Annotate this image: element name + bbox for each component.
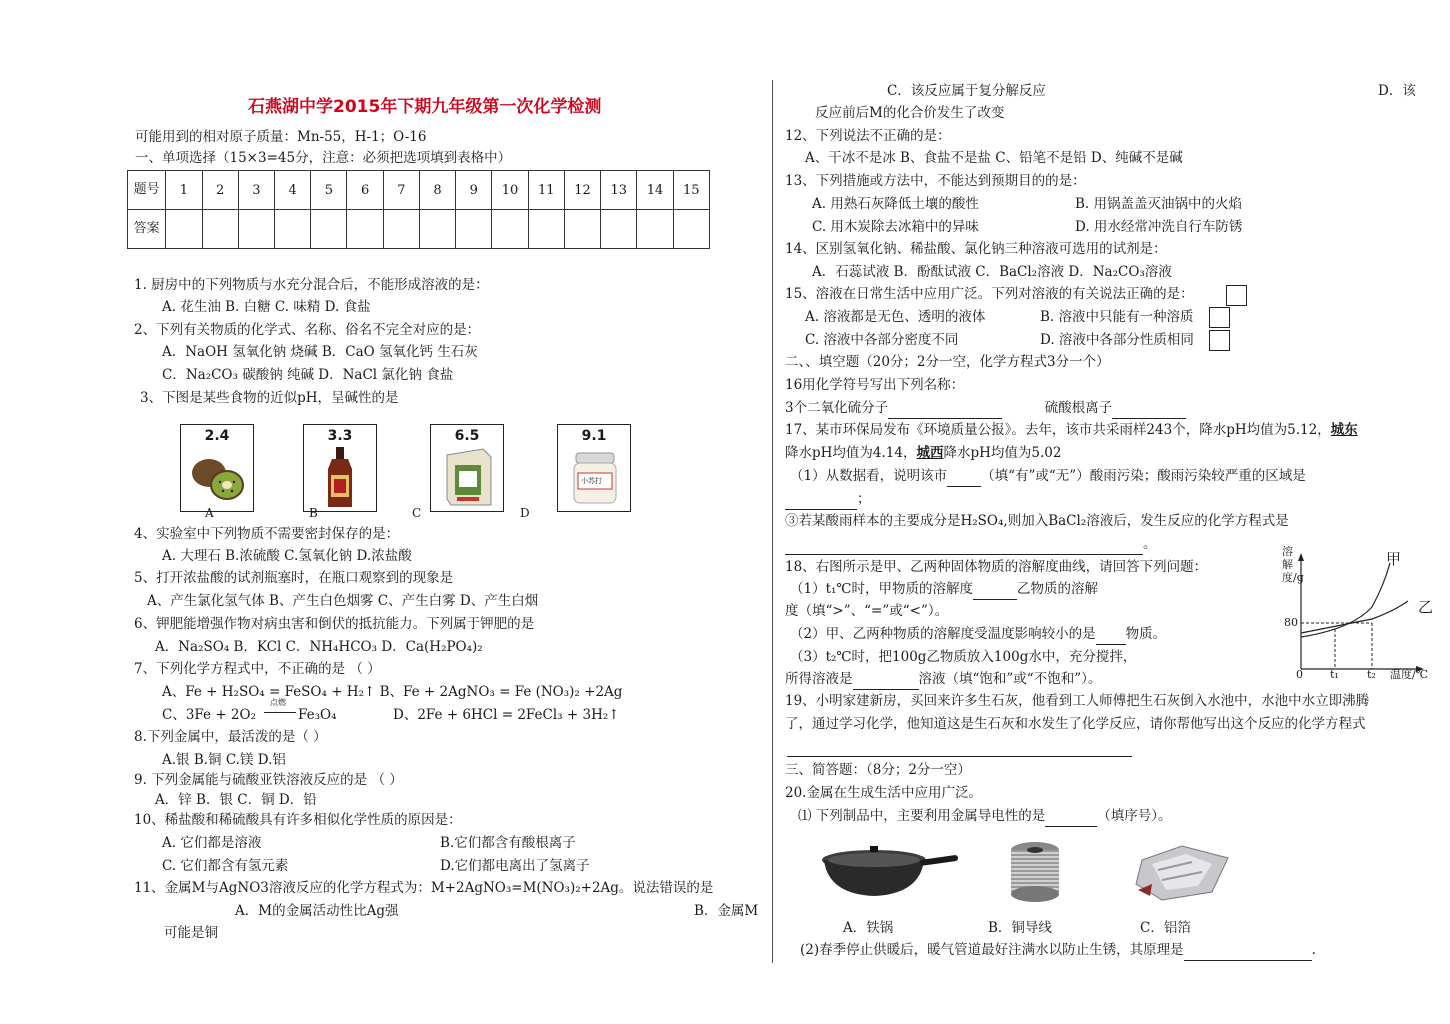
question-17-text: 降水pH均值为5.02	[943, 445, 1062, 461]
question-15-option-a: A. 溶液都是无色、透明的液体	[805, 309, 986, 325]
q-number-cell: 7	[383, 171, 419, 210]
question-18: 18、右图所示是甲、乙两种固体物质的溶解度曲线，请回答下列问题：	[785, 559, 1208, 575]
question-17-line-2	[785, 443, 1061, 463]
question-11: 11、金属M与AgNO3溶液反应的化学方程式为：M+2AgNO₃=M(NO₃)₂+2Ag。说法错误的是	[134, 880, 714, 896]
punctuation: .	[1311, 942, 1316, 958]
question-10: 10、稀盐酸和稀硫酸具有许多相似化学性质的原因是：	[134, 812, 462, 828]
reaction-arrow	[264, 712, 296, 713]
answer-cell[interactable]	[637, 210, 673, 249]
food-label-c: C	[412, 506, 422, 520]
question-13-option-c: C. 用木炭除去冰箱中的异味	[812, 219, 979, 235]
food-card-c	[430, 424, 504, 512]
emphasis-chengdong: 城东	[1330, 422, 1358, 438]
row-head-answer: 答案	[128, 210, 166, 249]
question-10-option-b: B.它们都含有酸根离子	[440, 835, 576, 851]
answer-cell[interactable]	[311, 210, 347, 249]
answer-table-answer-row	[128, 210, 710, 249]
question-17-part-3-end	[785, 534, 1157, 555]
q-number-cell: 15	[673, 171, 709, 210]
series-label-yi: 乙	[1418, 598, 1434, 616]
question-20-part-1-text-b: （填序号）。	[1097, 808, 1172, 824]
question-10-option-c: C. 它们都含有氢元素	[162, 858, 289, 874]
q-number-cell: 8	[419, 171, 455, 210]
question-17-part-1	[790, 466, 1306, 487]
q-number-cell: 5	[311, 171, 347, 210]
answer-cell[interactable]	[383, 210, 419, 249]
question-16-a-label: 3个二氧化硫分子	[785, 400, 889, 416]
question-15-option-c: C. 溶液中各部分密度不同	[805, 332, 959, 348]
ph-value: 3.3	[327, 428, 353, 444]
section-2-heading: 二、、填空题（20分；2分一空，化学方程式3分一个）	[785, 354, 1110, 370]
question-7-option-c-product: Fe₃O₄	[298, 707, 337, 723]
checkbox[interactable]	[1209, 330, 1230, 351]
question-17-text: 17、某市环保局发布《环境质量公报》。去年，该市共采雨样243个，降水pH均值为5.12，	[785, 422, 1331, 438]
vinegar-bottle-icon	[322, 447, 358, 509]
solubility-graph	[1272, 545, 1432, 689]
question-13: 13、下列措施或方法中，不能达到预期目的的是：	[785, 173, 1086, 189]
q-number-cell: 10	[492, 171, 528, 210]
question-18-part-1-cont: 度（填“>”、“=”或“<”）。	[785, 603, 949, 619]
reaction-condition: 点燃	[270, 698, 286, 707]
checkbox[interactable]	[1209, 307, 1230, 328]
answer-blank[interactable]	[785, 489, 857, 510]
question-6: 6、钾肥能增强作物对病虫害和倒伏的抵抗能力。下列属于钾肥的是	[134, 616, 535, 632]
question-18-part-2	[790, 624, 1166, 645]
answer-cell[interactable]	[601, 210, 637, 249]
answer-cell[interactable]	[528, 210, 564, 249]
t1-label: t₁	[1330, 668, 1339, 681]
q-number-cell: 1	[166, 171, 202, 210]
question-18-part-1	[790, 579, 1098, 600]
answer-cell[interactable]	[564, 210, 600, 249]
question-19-line-1: 19、小明家建新房，买回来许多生石灰，他看到工人师傅把生石灰倒入水池中，水池中水立即沸腾	[785, 693, 1370, 709]
answer-blank[interactable]	[853, 669, 919, 690]
question-20: 20.金属在生成生活中应用广泛。	[785, 785, 982, 801]
emphasis-chengxi: 城西	[916, 445, 944, 461]
ph-value: 9.1	[581, 428, 607, 444]
answer-blank[interactable]	[947, 466, 981, 487]
answer-cell[interactable]	[202, 210, 238, 249]
curve-jia	[1301, 563, 1390, 637]
question-5: 5、打开浓盐酸的试剂瓶塞时，在瓶口观察到的现象是	[134, 570, 454, 586]
question-8-options: A.银 B.铜 C.镁 D.铝	[162, 752, 286, 768]
question-18-part-2-text-b: 物质。	[1125, 626, 1167, 642]
question-7-option-ab: A、Fe + H₂SO₄ = FeSO₄ + H₂↑ B、Fe + 2AgNO₃ = Fe (NO₃)₂ +2Ag	[162, 684, 623, 700]
food-card-d	[557, 424, 631, 512]
punctuation: 。	[1143, 536, 1157, 552]
question-4: 4、实验室中下列物质不需要密封保存的是：	[134, 526, 400, 542]
q-number-cell: 14	[637, 171, 673, 210]
question-2-option-cd: C．Na₂CO₃ 碳酸钠 纯碱 D．NaCl 氯化钠 食盐	[162, 367, 454, 383]
question-7-option-d: D、2Fe + 6HCl = 2FeCl₃ + 3H₂↑	[393, 707, 620, 723]
question-3: 3、下图是某些食物的近似pH，呈碱性的是	[140, 390, 399, 406]
question-13-option-a: A. 用熟石灰降低土壤的酸性	[812, 196, 979, 212]
question-10-option-a: A. 它们都是溶液	[162, 835, 262, 851]
question-11-option-a: A．M的金属活动性比Ag强	[235, 903, 399, 919]
jar-label: 小苏打	[581, 477, 602, 485]
ph-value: 6.5	[454, 428, 480, 444]
answer-blank[interactable]	[787, 756, 1132, 757]
question-18-part-1-text-b: 乙物质的溶解	[1017, 581, 1099, 597]
answer-blank[interactable]	[888, 398, 1002, 419]
product-label-c: C．铝箔	[1140, 920, 1191, 936]
series-label-jia: 甲	[1386, 550, 1402, 568]
question-18-part-2-text: （2）甲、乙两种物质的溶解度受温度影响较小的是	[790, 626, 1096, 642]
question-18-part-1-text: （1）t₁℃时，甲物质的溶解度	[790, 581, 974, 597]
question-20-part-1	[798, 806, 1172, 827]
question-1: 1. 厨房中的下列物质与水充分混合后，不能形成溶液的是：	[134, 277, 489, 293]
question-11-option-b-cont: 可能是铜	[164, 925, 218, 941]
question-18-part-3-text-b: 溶液（填“饱和”或“不饱和”）。	[918, 671, 1102, 687]
answer-blank[interactable]	[785, 534, 1143, 555]
question-17-part-1-text: （1）从数据看，说明该市	[790, 468, 948, 484]
punctuation: ；	[857, 491, 871, 507]
food-card-a	[180, 424, 254, 512]
question-20-part-2-text: (2)春季停止供暖后，暖气管道最好注满水以防止生锈，其原理是	[800, 942, 1184, 958]
q-number-cell: 12	[564, 171, 600, 210]
question-8: 8.下列金属中，最活泼的是（ ）	[134, 729, 327, 745]
answer-cell[interactable]	[492, 210, 528, 249]
question-16-blanks	[785, 398, 1186, 419]
question-14: 14、区别氢氧化钠、稀盐酸、氯化钠三种溶液可选用的试剂是：	[785, 241, 1167, 257]
question-17-part-1-text-b: （填“有”或“无”）酸雨污染；酸雨污染较严重的区域是	[981, 468, 1306, 484]
checkbox[interactable]	[1226, 285, 1247, 306]
origin-label: 0	[1296, 668, 1303, 681]
section-3-heading: 三、简答题：（8分；2分一空）	[785, 762, 971, 778]
answer-cell[interactable]	[238, 210, 274, 249]
answer-cell[interactable]	[673, 210, 709, 249]
product-label-b: B．铜导线	[988, 920, 1052, 936]
question-13-option-b: B. 用锅盖盖灭油锅中的火焰	[1075, 196, 1243, 212]
answer-cell[interactable]	[166, 210, 202, 249]
question-18-part-3: （3）t₂℃时，把100g乙物质放入100g水中，充分搅拌，	[790, 649, 1137, 665]
page-title: 石燕湖中学2015年下期九年级第一次化学检测	[248, 97, 602, 117]
question-9: 9. 下列金属能与硫酸亚铁溶液反应的是 （ ）	[134, 772, 403, 788]
answer-table	[127, 170, 710, 249]
food-card-b	[303, 424, 377, 512]
question-15-option-d: D. 溶液中各部分性质相同	[1040, 332, 1194, 348]
answer-cell[interactable]	[347, 210, 383, 249]
column-divider	[772, 80, 773, 963]
question-2-option-ab: A．NaOH 氢氧化钠 烧碱 B．CaO 氢氧化钙 生石灰	[162, 344, 478, 360]
question-17-part-1-end	[785, 489, 871, 510]
answer-blank[interactable]	[973, 579, 1017, 600]
product-label-a: A．铁锅	[843, 920, 894, 936]
q-number-cell: 4	[275, 171, 311, 210]
question-4-options: A. 大理石 B.浓硫酸 C.氢氧化钠 D.浓盐酸	[162, 548, 412, 564]
wok-icon	[820, 838, 960, 908]
question-19-line-2: 了，通过学习化学，他知道这是生石灰和水发生了化学反应，请你帮他写出这个反应的化学方程式	[785, 716, 1366, 732]
answer-blank[interactable]	[1112, 398, 1186, 419]
milk-carton-icon	[443, 447, 493, 507]
kiwi-icon	[187, 449, 247, 505]
foil-icon	[1132, 840, 1232, 904]
q-number-cell: 2	[202, 171, 238, 210]
answer-cell[interactable]	[456, 210, 492, 249]
question-15: 15、溶液在日常生活中应用广泛。下列对溶液的有关说法正确的是：	[785, 286, 1194, 302]
answer-cell[interactable]	[275, 210, 311, 249]
question-7: 7、下列化学方程式中，不正确的是 （ ）	[134, 661, 381, 677]
q-number-cell: 13	[601, 171, 637, 210]
q-number-cell: 11	[528, 171, 564, 210]
answer-blank[interactable]	[1184, 940, 1312, 961]
question-20-part-2	[800, 940, 1316, 961]
section-1-heading: 一、单项选择（15×3=45分，注意：必须把选项填到表格中）	[135, 150, 512, 166]
question-11-option-d: D．该	[1378, 83, 1416, 99]
x-axis-label: 温度/℃	[1390, 668, 1429, 681]
question-17-part-3: ③若某酸雨样本的主要成分是H₂SO₄,则加入BaCl₂溶液后，发生反应的化学方程式是	[785, 513, 1289, 529]
question-11-option-c: C．该反应属于复分解反应	[887, 83, 1046, 99]
food-label-d: D	[520, 506, 530, 520]
question-16-b-label: 硫酸根离子	[1044, 400, 1113, 416]
answer-cell[interactable]	[419, 210, 455, 249]
question-6-options: A．Na₂SO₄ B．KCl C．NH₄HCO₃ D．Ca(H₂PO₄)₂	[155, 639, 483, 655]
question-15-option-b: B. 溶液中只能有一种溶质	[1040, 309, 1194, 325]
question-11-option-d-cont: 反应前后M的化合价发生了改变	[815, 105, 1005, 121]
atomic-mass-note: 可能用到的相对原子质量：Mn-55，H-1；O-16	[135, 129, 427, 145]
t2-label: t₂	[1367, 668, 1376, 681]
wire-spool-icon	[1005, 840, 1065, 904]
question-7-option-c: C、3Fe + 2O₂	[162, 707, 256, 723]
answer-blank[interactable]	[1096, 624, 1126, 645]
question-10-option-d: D.它们都电离出了氢离子	[440, 858, 590, 874]
food-label-b: B	[309, 506, 318, 520]
question-20-part-1-text: ⑴ 下列制品中，主要利用金属导电性的是	[798, 808, 1046, 824]
question-9-options: A．锌 B．银 C．铜 D．铅	[155, 792, 317, 808]
question-17-line-1	[785, 420, 1358, 440]
y-tick-label: 80	[1284, 616, 1298, 629]
question-2: 2、下列有关物质的化学式、名称、俗名不完全对应的是：	[134, 322, 481, 338]
question-16: 16用化学符号写出下列名称：	[785, 377, 965, 393]
food-label-a: A	[205, 506, 214, 520]
question-1-options: A. 花生油 B. 白糖 C. 味精 D. 食盐	[162, 299, 371, 315]
question-12-options: A、干冰不是冰 B、食盐不是盐 C、铅笔不是铅 D、纯碱不是碱	[805, 150, 1183, 166]
y-axis-label: 溶解度/g	[1282, 545, 1304, 584]
question-5-options: A、产生氯化氢气体 B、产生白色烟雾 C、产生白雾 D、产生白烟	[147, 593, 539, 609]
question-18-part-3-text: 所得溶液是	[785, 671, 853, 687]
question-12: 12、下列说法不正确的是：	[785, 128, 951, 144]
question-13-option-d: D. 用水经常冲洗自行车防锈	[1075, 219, 1243, 235]
ph-value: 2.4	[204, 428, 230, 444]
q-number-cell: 6	[347, 171, 383, 210]
row-head-number: 题号	[128, 171, 166, 210]
q-number-cell: 3	[238, 171, 274, 210]
question-18-part-3-cont	[785, 669, 1101, 690]
q-number-cell: 9	[456, 171, 492, 210]
question-11-option-b: B．金属M	[694, 903, 759, 919]
answer-table-number-row	[128, 171, 710, 210]
question-17-text: 降水pH均值为4.14，	[785, 445, 917, 461]
curve-yi	[1301, 601, 1408, 633]
answer-blank[interactable]	[1045, 806, 1097, 827]
question-14-options: A．石蕊试液 B．酚酞试液 C．BaCl₂溶液 D．Na₂CO₃溶液	[812, 264, 1172, 280]
